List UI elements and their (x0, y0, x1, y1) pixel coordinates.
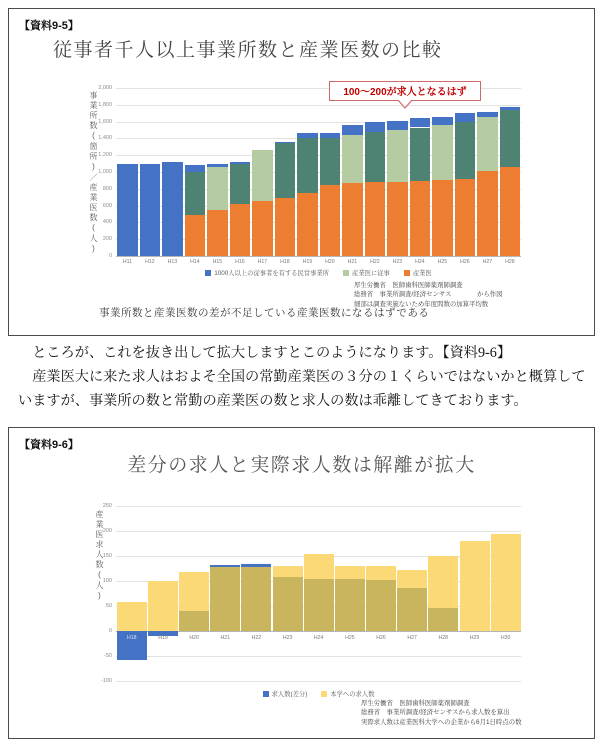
bar-segment-jigyosho (117, 164, 138, 256)
x-tick-label: H18 (127, 635, 137, 641)
x-tick-label: H27 (407, 635, 417, 641)
bar-segment-kyujin-jissai (117, 602, 147, 631)
bar-segment-sangyoui (230, 204, 251, 256)
x-tick-label: H24 (313, 635, 324, 641)
x-tick-label: H17 (257, 259, 268, 265)
bar-segment-sangyoui (275, 198, 296, 256)
shiryo-9-5-panel (8, 8, 595, 336)
x-tick-label: H23 (282, 635, 293, 641)
legend-item: 産業医 (404, 268, 432, 277)
bar-segment-overlap (335, 579, 365, 631)
x-tick-label: H28 (438, 635, 449, 641)
paragraph-line: ところが、これを抜き出して拡大しますとこのようになります。【資料9-6】 (18, 345, 512, 361)
y-tick-label: 2,000 (98, 85, 112, 91)
bar-segment-sangyoui (410, 181, 431, 256)
bar-segment-juuji (477, 117, 498, 172)
bar-segment-jigyosho (455, 113, 476, 121)
chart2-y-axis-label: 産業医求人数(人) (95, 510, 104, 602)
bar-segment-overlap (428, 608, 458, 632)
x-tick-label: H19 (158, 635, 168, 641)
y-tick-label: 250 (102, 503, 112, 509)
y-tick-label: 1,800 (98, 101, 112, 108)
bar-segment-jigyosho (275, 142, 296, 144)
callout-arrow-icon (397, 100, 413, 109)
x-tick-label: H24 (415, 259, 425, 265)
bar-segment-jigyosho (477, 112, 498, 117)
x-tick-label: H23 (392, 259, 403, 265)
bar-segment-juuji (207, 167, 228, 210)
gridline (116, 656, 521, 657)
annotation-text: 100～200が求人となるはず (329, 81, 481, 101)
y-tick-label: 150 (102, 553, 112, 559)
legend-swatch (343, 270, 349, 276)
x-tick-label: H20 (189, 635, 199, 641)
source-line: 総務省 事業所調査/経済センサスから求人数を算出 (361, 709, 510, 717)
bar-segment-juuji (432, 125, 453, 180)
chart1-plot (98, 85, 521, 265)
x-tick-label: H14 (190, 259, 200, 265)
bar-segment-jigyosho (207, 164, 228, 167)
chart2-title: 差分の求人と実際求人数は解離が拡大 (127, 455, 476, 476)
bar-segment-overlap (273, 577, 303, 632)
y-tick-label: 200 (102, 236, 112, 243)
source-line: 実際求人数は産業医科大学への企業から6月1日時点の数 (361, 718, 522, 726)
x-tick-label: H22 (251, 635, 262, 641)
x-tick-label: H25 (437, 259, 448, 265)
gridline (116, 531, 521, 532)
chart1-legend (116, 268, 521, 277)
bar-segment-sangyoui (387, 182, 408, 256)
bar-segment-juuji (275, 143, 296, 198)
x-tick-label: H13 (167, 259, 178, 265)
legend-item: 産業医に従事 (343, 268, 390, 277)
x-tick-label: H19 (302, 259, 313, 265)
x-tick-label: H15 (212, 259, 223, 265)
bar-segment-sangyoui (207, 210, 228, 256)
x-tick-label: H27 (482, 259, 493, 265)
y-tick-label: 1,400 (98, 135, 112, 142)
bar-segment-sangyoui (455, 179, 476, 256)
bar-segment-sangyoui (365, 182, 386, 256)
bar-segment-juuji (230, 164, 251, 204)
y-tick-label: -50 (104, 653, 112, 659)
bar-segment-sangyoui (252, 201, 273, 256)
x-tick-label: H21 (220, 635, 231, 641)
shiryo-9-6-tag: 【資料9-6】 (19, 439, 79, 451)
bar-segment-kyujin-jissai (491, 534, 521, 632)
body-paragraph (18, 342, 590, 414)
bar-segment-juuji (297, 138, 318, 193)
chart1-caption: 事業所数と産業医数の差が不足している産業医数になるはずである (99, 307, 430, 319)
bar-segment-jigyosho (410, 118, 431, 127)
y-tick-label: 100 (102, 578, 112, 584)
chart2-plot (100, 503, 521, 684)
bar-segment-juuji (387, 130, 408, 182)
bar-segment-juuji (410, 128, 431, 182)
gridline (116, 256, 521, 257)
source-line: 厚生労働省 医師歯科医師薬剤師調査 (354, 282, 463, 289)
bar-segment-jigyosho (185, 165, 206, 172)
x-tick-label: H26 (460, 259, 470, 265)
bar-segment-jigyosho (500, 107, 521, 110)
bar-segment-sangyoui (500, 167, 521, 256)
paragraph-line: いますが、事業所の数と常勤の産業医の数と求人の数は乖離してきております。 (18, 392, 528, 409)
bar-segment-jigyosho (320, 133, 341, 137)
legend-item: 1000人以上の従事者を有する民営事業所 (205, 268, 329, 277)
bar-segment-overlap (210, 567, 240, 631)
legend-swatch (205, 270, 211, 276)
bar-segment-kyujin-jissai (148, 581, 178, 631)
y-tick-label: 600 (102, 202, 112, 209)
bar-segment-overlap (397, 588, 427, 631)
bar-segment-sangyoui (297, 193, 318, 256)
bar-segment-jigyosho (342, 125, 363, 135)
bar-segment-jigyosho (432, 117, 453, 125)
y-tick-label: 1,000 (98, 169, 112, 175)
bar-segment-juuji (320, 138, 341, 186)
bar-segment-jigyosho (297, 133, 318, 138)
legend-swatch (404, 270, 410, 276)
x-tick-label: H29 (469, 635, 480, 641)
bar-segment-juuji (342, 135, 363, 183)
bar-segment-juuji (365, 132, 386, 182)
bar-segment-overlap (304, 579, 334, 631)
x-tick-label: H30 (500, 635, 511, 641)
bar-segment-sangyoui (342, 183, 363, 256)
legend-swatch (263, 691, 269, 697)
x-tick-label: H28 (505, 259, 515, 265)
y-tick-label: 200 (102, 528, 112, 534)
bar-segment-kyujin-jissai (460, 541, 490, 631)
x-tick-label: H26 (376, 635, 386, 641)
bar-segment-sangyoui (185, 215, 206, 256)
x-tick-label: H18 (280, 259, 290, 265)
source-line: 総務省 事業所調査/経済センサス から作図 (354, 291, 503, 299)
legend-item: 本学への求人数 (321, 689, 374, 698)
chart2-legend (116, 689, 521, 698)
y-tick-label: 400 (102, 219, 112, 226)
bar-segment-jigyosho (140, 164, 161, 256)
legend-item: 求人数(差分) (263, 689, 308, 698)
gridline (116, 506, 521, 507)
y-tick-label: 800 (102, 185, 112, 192)
bar-segment-overlap (179, 611, 209, 631)
x-tick-label: H20 (325, 259, 335, 265)
chart2-source (361, 699, 589, 727)
annotation-callout (329, 81, 481, 109)
chart1-title: 従事者千人以上事業所数と産業医数の比較 (53, 40, 443, 61)
y-tick-label: 1,600 (98, 118, 112, 125)
bar-segment-jigyosho (162, 162, 183, 256)
bar-segment-overlap (241, 567, 271, 632)
gridline (116, 681, 521, 682)
x-tick-label: H25 (345, 635, 355, 641)
bar-segment-juuji (185, 172, 206, 215)
bar-segment-juuji (455, 122, 476, 179)
x-tick-label: H12 (145, 259, 155, 265)
y-tick-label: 0 (108, 628, 112, 634)
x-tick-label: H16 (235, 259, 245, 265)
bar-segment-jigyosho (387, 121, 408, 130)
y-tick-label: 0 (108, 253, 112, 259)
shiryo-9-6-panel (8, 427, 595, 739)
chart1-y-axis-label: 事業所数(箇所)／産業医数(人) (89, 91, 98, 255)
x-tick-label: H21 (347, 259, 358, 265)
bar-segment-sabun (210, 565, 240, 568)
x-tick-label: H11 (122, 259, 133, 265)
bar-segment-sangyoui (477, 171, 498, 256)
source-line: 細部は調査実施ないため年度間数の加算平均数 (354, 300, 489, 308)
bar-segment-overlap (366, 580, 396, 631)
bar-segment-sangyoui (432, 180, 453, 256)
x-tick-label: H22 (370, 259, 380, 265)
bar-segment-juuji (252, 150, 273, 201)
paragraph-line: 産業医大に来た求人はおよそ全国の常勤産業医の３分の１くらいではないかと概算して (18, 368, 586, 385)
bar-segment-jigyosho (230, 162, 251, 164)
y-tick-label: 50 (105, 603, 112, 609)
bar-segment-sabun (241, 564, 271, 567)
shiryo-9-5-tag: 【資料9-5】 (19, 20, 79, 32)
bar-segment-sangyoui (320, 185, 341, 256)
y-tick-label: -100 (100, 678, 112, 684)
legend-swatch (321, 691, 327, 697)
y-tick-label: 1,200 (98, 152, 112, 159)
bar-segment-jigyosho (365, 122, 386, 131)
bar-segment-juuji (500, 110, 521, 167)
source-line: 厚生労働省 医師歯科医師薬剤師調査 (361, 700, 470, 707)
